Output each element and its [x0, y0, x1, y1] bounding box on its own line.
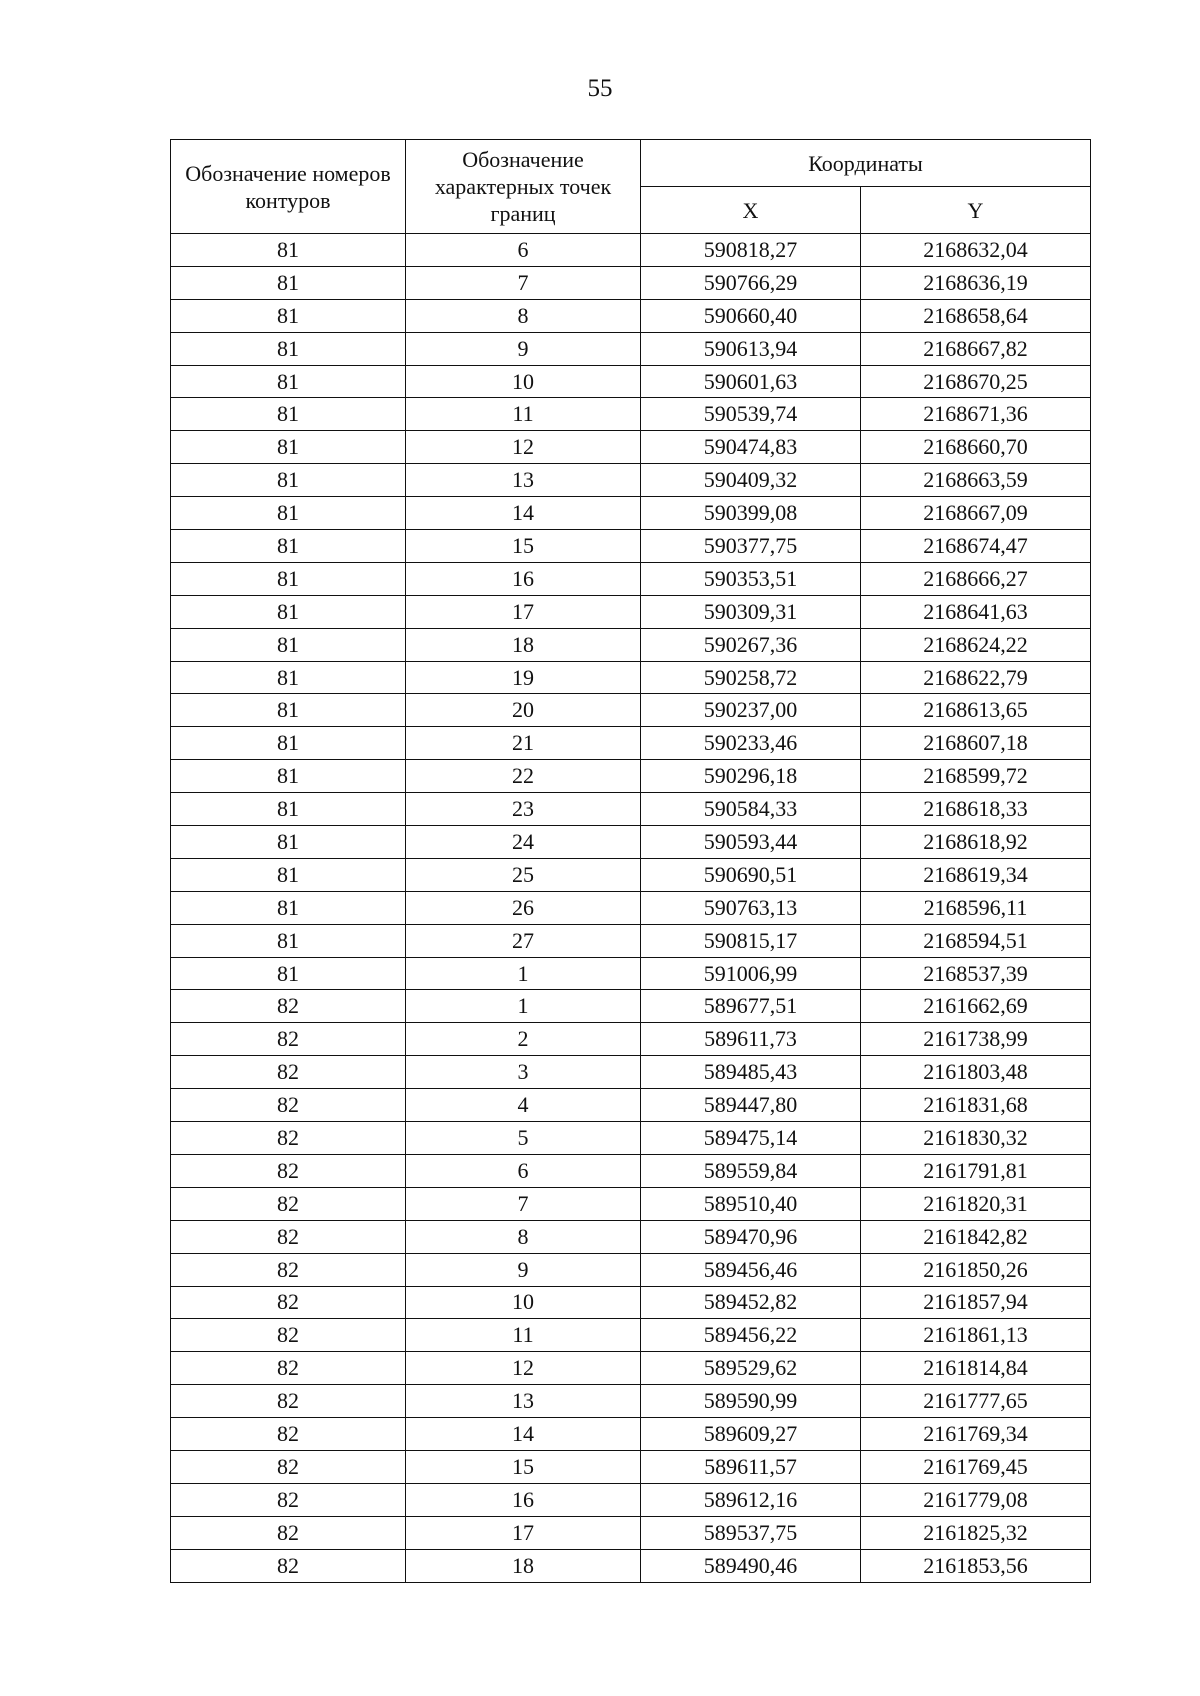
contour-number-cell: 82	[171, 1023, 406, 1056]
point-number-cell: 21	[406, 727, 641, 760]
point-number-cell: 25	[406, 858, 641, 891]
x-coordinate-cell: 590593,44	[641, 826, 861, 859]
table-row	[171, 431, 1091, 464]
point-number-cell: 9	[406, 1253, 641, 1286]
header-row	[171, 140, 1091, 187]
y-coordinate-cell: 2168594,51	[861, 924, 1091, 957]
x-coordinate-cell: 590353,51	[641, 562, 861, 595]
table-row	[171, 1253, 1091, 1286]
x-coordinate-cell: 590409,32	[641, 464, 861, 497]
point-number-cell: 23	[406, 793, 641, 826]
table-row	[171, 1352, 1091, 1385]
table-row	[171, 1220, 1091, 1253]
table-row	[171, 497, 1091, 530]
y-coordinate-cell: 2168618,33	[861, 793, 1091, 826]
contour-number-cell: 81	[171, 464, 406, 497]
table-row	[171, 694, 1091, 727]
x-coordinate-cell: 589590,99	[641, 1385, 861, 1418]
x-coordinate-cell: 589490,46	[641, 1549, 861, 1582]
y-coordinate-cell: 2168619,34	[861, 858, 1091, 891]
x-coordinate-cell: 589456,22	[641, 1319, 861, 1352]
y-coordinate-cell: 2168596,11	[861, 891, 1091, 924]
y-coordinate-cell: 2168667,09	[861, 497, 1091, 530]
table-row	[171, 1549, 1091, 1582]
point-number-cell: 12	[406, 1352, 641, 1385]
contour-number-cell: 82	[171, 1549, 406, 1582]
table-row	[171, 1516, 1091, 1549]
y-coordinate-cell: 2161850,26	[861, 1253, 1091, 1286]
contour-number-cell: 82	[171, 1122, 406, 1155]
y-coordinate-cell: 2168641,63	[861, 595, 1091, 628]
table-row	[171, 266, 1091, 299]
y-coordinate-cell: 2161831,68	[861, 1089, 1091, 1122]
contour-number-cell: 82	[171, 1450, 406, 1483]
contour-number-cell: 81	[171, 924, 406, 957]
x-coordinate-cell: 589611,73	[641, 1023, 861, 1056]
point-number-cell: 15	[406, 530, 641, 563]
header-boundary-points: Обозначение характерных точек границ	[406, 140, 641, 234]
y-coordinate-cell: 2161769,45	[861, 1450, 1091, 1483]
contour-number-cell: 81	[171, 266, 406, 299]
contour-number-cell: 82	[171, 1352, 406, 1385]
y-coordinate-cell: 2161777,65	[861, 1385, 1091, 1418]
point-number-cell: 2	[406, 1023, 641, 1056]
point-number-cell: 3	[406, 1056, 641, 1089]
y-coordinate-cell: 2161825,32	[861, 1516, 1091, 1549]
y-coordinate-cell: 2168667,82	[861, 332, 1091, 365]
table-row	[171, 924, 1091, 957]
x-coordinate-cell: 590399,08	[641, 497, 861, 530]
contour-number-cell: 82	[171, 1385, 406, 1418]
contour-number-cell: 82	[171, 1253, 406, 1286]
table-row	[171, 957, 1091, 990]
contour-number-cell: 82	[171, 1319, 406, 1352]
table-row	[171, 1056, 1091, 1089]
x-coordinate-cell: 591006,99	[641, 957, 861, 990]
contour-number-cell: 82	[171, 1516, 406, 1549]
contour-number-cell: 82	[171, 1418, 406, 1451]
contour-number-cell: 81	[171, 497, 406, 530]
x-coordinate-cell: 590233,46	[641, 727, 861, 760]
header-contour-numbers: Обозначение номеров контуров	[171, 140, 406, 234]
x-coordinate-cell: 590613,94	[641, 332, 861, 365]
contour-number-cell: 81	[171, 299, 406, 332]
point-number-cell: 16	[406, 1483, 641, 1516]
table-row	[171, 562, 1091, 595]
table-row	[171, 299, 1091, 332]
x-coordinate-cell: 589537,75	[641, 1516, 861, 1549]
point-number-cell: 19	[406, 661, 641, 694]
table-row	[171, 1089, 1091, 1122]
y-coordinate-cell: 2168618,92	[861, 826, 1091, 859]
y-coordinate-cell: 2161769,34	[861, 1418, 1091, 1451]
x-coordinate-cell: 589677,51	[641, 990, 861, 1023]
point-number-cell: 10	[406, 365, 641, 398]
y-coordinate-cell: 2161791,81	[861, 1154, 1091, 1187]
x-coordinate-cell: 589612,16	[641, 1483, 861, 1516]
point-number-cell: 18	[406, 1549, 641, 1582]
table-row	[171, 990, 1091, 1023]
y-coordinate-cell: 2168613,65	[861, 694, 1091, 727]
point-number-cell: 27	[406, 924, 641, 957]
table-body	[171, 234, 1091, 1583]
x-coordinate-cell: 590584,33	[641, 793, 861, 826]
y-coordinate-cell: 2168636,19	[861, 266, 1091, 299]
table-row	[171, 234, 1091, 267]
table-row	[171, 1286, 1091, 1319]
point-number-cell: 20	[406, 694, 641, 727]
contour-number-cell: 82	[171, 1056, 406, 1089]
x-coordinate-cell: 590763,13	[641, 891, 861, 924]
point-number-cell: 26	[406, 891, 641, 924]
x-coordinate-cell: 590818,27	[641, 234, 861, 267]
table-row	[171, 1187, 1091, 1220]
y-coordinate-cell: 2168660,70	[861, 431, 1091, 464]
y-coordinate-cell: 2161662,69	[861, 990, 1091, 1023]
x-coordinate-cell: 590296,18	[641, 760, 861, 793]
contour-number-cell: 82	[171, 1089, 406, 1122]
point-number-cell: 11	[406, 1319, 641, 1352]
table-row	[171, 628, 1091, 661]
y-coordinate-cell: 2168632,04	[861, 234, 1091, 267]
contour-number-cell: 82	[171, 1187, 406, 1220]
point-number-cell: 13	[406, 464, 641, 497]
x-coordinate-cell: 590377,75	[641, 530, 861, 563]
table-row	[171, 826, 1091, 859]
y-coordinate-cell: 2168537,39	[861, 957, 1091, 990]
contour-number-cell: 81	[171, 332, 406, 365]
y-coordinate-cell: 2161861,13	[861, 1319, 1091, 1352]
contour-number-cell: 81	[171, 793, 406, 826]
y-coordinate-cell: 2168622,79	[861, 661, 1091, 694]
point-number-cell: 1	[406, 990, 641, 1023]
contour-number-cell: 81	[171, 826, 406, 859]
header-y: Y	[861, 187, 1091, 234]
y-coordinate-cell: 2168607,18	[861, 727, 1091, 760]
point-number-cell: 24	[406, 826, 641, 859]
table-row	[171, 858, 1091, 891]
x-coordinate-cell: 589510,40	[641, 1187, 861, 1220]
y-coordinate-cell: 2161779,08	[861, 1483, 1091, 1516]
x-coordinate-cell: 590690,51	[641, 858, 861, 891]
point-number-cell: 9	[406, 332, 641, 365]
contour-number-cell: 82	[171, 1220, 406, 1253]
table-row	[171, 1023, 1091, 1056]
contour-number-cell: 81	[171, 694, 406, 727]
point-number-cell: 17	[406, 595, 641, 628]
contour-number-cell: 81	[171, 398, 406, 431]
table-row	[171, 464, 1091, 497]
contour-number-cell: 82	[171, 1154, 406, 1187]
contour-number-cell: 81	[171, 234, 406, 267]
point-number-cell: 4	[406, 1089, 641, 1122]
table-row	[171, 1450, 1091, 1483]
table-row	[171, 398, 1091, 431]
contour-number-cell: 81	[171, 727, 406, 760]
contour-number-cell: 81	[171, 595, 406, 628]
y-coordinate-cell: 2168663,59	[861, 464, 1091, 497]
point-number-cell: 18	[406, 628, 641, 661]
table-row	[171, 1418, 1091, 1451]
point-number-cell: 7	[406, 266, 641, 299]
x-coordinate-cell: 589611,57	[641, 1450, 861, 1483]
point-number-cell: 22	[406, 760, 641, 793]
table-row	[171, 595, 1091, 628]
x-coordinate-cell: 589452,82	[641, 1286, 861, 1319]
page-number: 55	[587, 75, 613, 102]
point-number-cell: 11	[406, 398, 641, 431]
point-number-cell: 10	[406, 1286, 641, 1319]
contour-number-cell: 82	[171, 1483, 406, 1516]
y-coordinate-cell: 2161738,99	[861, 1023, 1091, 1056]
x-coordinate-cell: 589447,80	[641, 1089, 861, 1122]
table-row	[171, 1122, 1091, 1155]
x-coordinate-cell: 589609,27	[641, 1418, 861, 1451]
y-coordinate-cell: 2161853,56	[861, 1549, 1091, 1582]
table-row	[171, 727, 1091, 760]
x-coordinate-cell: 589470,96	[641, 1220, 861, 1253]
x-coordinate-cell: 590474,83	[641, 431, 861, 464]
contour-number-cell: 81	[171, 431, 406, 464]
y-coordinate-cell: 2168658,64	[861, 299, 1091, 332]
y-coordinate-cell: 2161842,82	[861, 1220, 1091, 1253]
y-coordinate-cell: 2161857,94	[861, 1286, 1091, 1319]
table-row	[171, 1154, 1091, 1187]
x-coordinate-cell: 590539,74	[641, 398, 861, 431]
table-row	[171, 530, 1091, 563]
table-row	[171, 760, 1091, 793]
x-coordinate-cell: 590267,36	[641, 628, 861, 661]
y-coordinate-cell: 2168624,22	[861, 628, 1091, 661]
x-coordinate-cell: 589475,14	[641, 1122, 861, 1155]
table-row	[171, 332, 1091, 365]
y-coordinate-cell: 2168666,27	[861, 562, 1091, 595]
point-number-cell: 16	[406, 562, 641, 595]
y-coordinate-cell: 2161814,84	[861, 1352, 1091, 1385]
contour-number-cell: 81	[171, 891, 406, 924]
table-row	[171, 891, 1091, 924]
point-number-cell: 12	[406, 431, 641, 464]
contour-number-cell: 81	[171, 530, 406, 563]
y-coordinate-cell: 2161820,31	[861, 1187, 1091, 1220]
point-number-cell: 14	[406, 1418, 641, 1451]
contour-number-cell: 81	[171, 858, 406, 891]
x-coordinate-cell: 590766,29	[641, 266, 861, 299]
contour-number-cell: 81	[171, 628, 406, 661]
point-number-cell: 1	[406, 957, 641, 990]
point-number-cell: 6	[406, 1154, 641, 1187]
y-coordinate-cell: 2168599,72	[861, 760, 1091, 793]
coordinates-table	[170, 139, 1091, 1583]
x-coordinate-cell: 590237,00	[641, 694, 861, 727]
y-coordinate-cell: 2168670,25	[861, 365, 1091, 398]
x-coordinate-cell: 589485,43	[641, 1056, 861, 1089]
point-number-cell: 8	[406, 1220, 641, 1253]
x-coordinate-cell: 589456,46	[641, 1253, 861, 1286]
contour-number-cell: 82	[171, 990, 406, 1023]
table-row	[171, 661, 1091, 694]
point-number-cell: 17	[406, 1516, 641, 1549]
table-row	[171, 1385, 1091, 1418]
table-row	[171, 793, 1091, 826]
table-header	[171, 140, 1091, 234]
contour-number-cell: 82	[171, 1286, 406, 1319]
x-coordinate-cell: 590815,17	[641, 924, 861, 957]
point-number-cell: 8	[406, 299, 641, 332]
point-number-cell: 15	[406, 1450, 641, 1483]
x-coordinate-cell: 590660,40	[641, 299, 861, 332]
contour-number-cell: 81	[171, 760, 406, 793]
y-coordinate-cell: 2168671,36	[861, 398, 1091, 431]
table-row	[171, 1319, 1091, 1352]
header-coordinates: Координаты	[641, 140, 1091, 187]
contour-number-cell: 81	[171, 365, 406, 398]
y-coordinate-cell: 2168674,47	[861, 530, 1091, 563]
point-number-cell: 5	[406, 1122, 641, 1155]
contour-number-cell: 81	[171, 957, 406, 990]
point-number-cell: 7	[406, 1187, 641, 1220]
x-coordinate-cell: 589529,62	[641, 1352, 861, 1385]
table-row	[171, 365, 1091, 398]
x-coordinate-cell: 590601,63	[641, 365, 861, 398]
x-coordinate-cell: 589559,84	[641, 1154, 861, 1187]
point-number-cell: 13	[406, 1385, 641, 1418]
y-coordinate-cell: 2161830,32	[861, 1122, 1091, 1155]
x-coordinate-cell: 590258,72	[641, 661, 861, 694]
header-x: X	[641, 187, 861, 234]
contour-number-cell: 81	[171, 562, 406, 595]
point-number-cell: 14	[406, 497, 641, 530]
x-coordinate-cell: 590309,31	[641, 595, 861, 628]
point-number-cell: 6	[406, 234, 641, 267]
table-row	[171, 1483, 1091, 1516]
y-coordinate-cell: 2161803,48	[861, 1056, 1091, 1089]
contour-number-cell: 81	[171, 661, 406, 694]
